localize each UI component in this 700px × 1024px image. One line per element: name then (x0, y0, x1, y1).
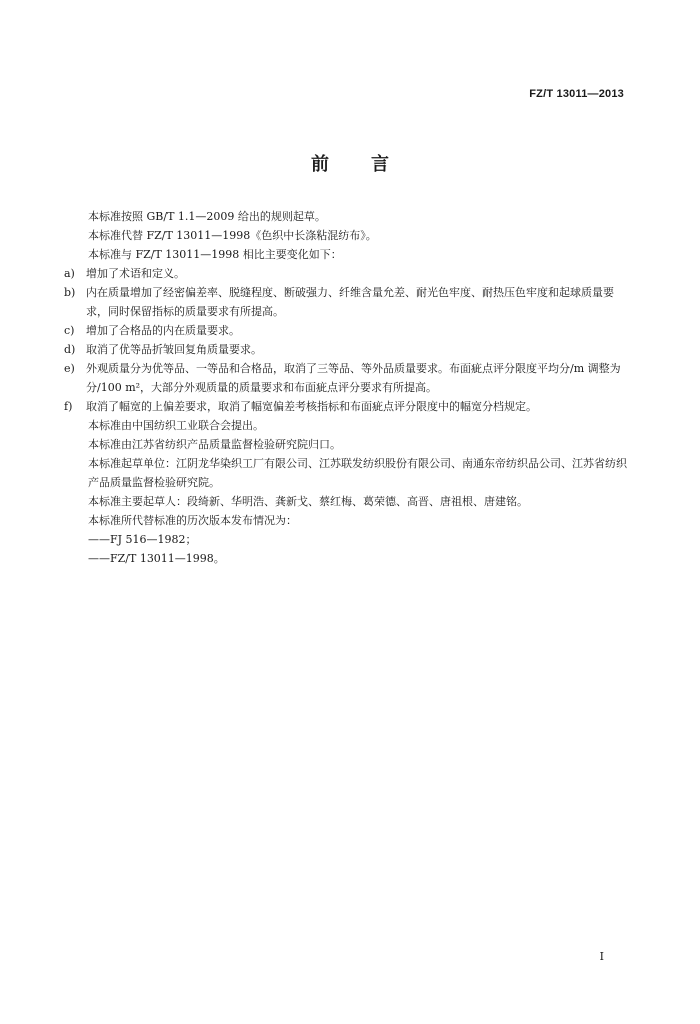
list-item-text: 内在质量增加了经密偏差率、脱缝程度、断破强力、纤维含量允差、耐光色牢度、耐热压色牢度和起球质量要求，同时保留指标的质量要求有所提高。 (86, 286, 614, 318)
list-item (64, 397, 634, 416)
list-item (64, 340, 634, 359)
paragraph-centralized-by: 本标准由江苏省纺织产品质量监督检验研究院归口。 (88, 438, 341, 451)
standard-number: FZ/T 13011—2013 (529, 88, 624, 100)
list-item (64, 359, 634, 397)
page-number: I (599, 950, 604, 963)
history-item: ——FJ 516—1982； (88, 533, 197, 546)
paragraph-history-intro: 本标准所代替标准的历次版本发布情况为： (88, 514, 297, 527)
list-item (64, 264, 634, 283)
list-item-text: 增加了合格品的内在质量要求。 (86, 324, 240, 337)
foreword-body (64, 207, 634, 568)
paragraph-proposed-by: 本标准由中国纺织工业联合会提出。 (88, 419, 264, 432)
paragraph-drafters: 本标准主要起草人：段绮新、华明浩、龚新戈、蔡红梅、葛荣德、高晋、唐祖根、唐建铭。 (88, 495, 528, 508)
list-marker: b) (64, 286, 76, 299)
page-title: 前言 (311, 154, 431, 175)
list-item (64, 283, 634, 321)
paragraph-replaces: 本标准代替 FZ/T 13011—1998《色织中长涤粘混纺布》。 (88, 229, 377, 242)
list-marker: c) (64, 324, 75, 337)
list-marker: a) (64, 267, 75, 280)
paragraph-drafting-units: 本标准起草单位：江阴龙华染织工厂有限公司、江苏联发纺织股份有限公司、南通东帝纺织品公司、江苏省纺织产品质量监督检验研究院。 (88, 457, 627, 489)
paragraph-drafting-rules: 本标准按照 GB/T 1.1—2009 给出的规则起草。 (88, 210, 326, 223)
list-item (64, 321, 634, 340)
list-marker: e) (64, 362, 75, 375)
list-item-text: 取消了优等品折皱回复角质量要求。 (86, 343, 262, 356)
list-marker: d) (64, 343, 76, 356)
paragraph-changes-intro: 本标准与 FZ/T 13011—1998 相比主要变化如下： (88, 248, 342, 261)
list-item-text: 取消了幅宽的上偏差要求，取消了幅宽偏差考核指标和布面疵点评分限度中的幅宽分档规定。 (86, 400, 537, 413)
list-item-text: 外观质量分为优等品、一等品和合格品，取消了三等品、等外品质量要求。布面疵点评分限度平均分/m 调整为分/100 m²，大部分外观质量的质量要求和布面疵点评分要求有所提高。 (86, 362, 621, 394)
list-marker: f) (64, 400, 73, 413)
list-item-text: 增加了术语和定义。 (86, 267, 185, 280)
history-item: ——FZ/T 13011—1998。 (88, 552, 225, 565)
